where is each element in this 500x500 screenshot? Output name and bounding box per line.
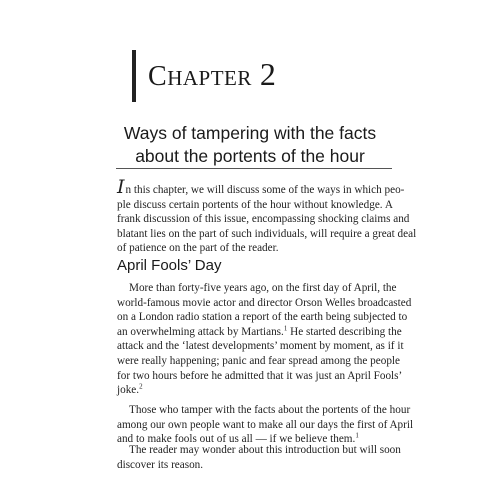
- intro-line: ple discuss certain portents of the hour without knowledge. A: [117, 198, 393, 211]
- paragraph-line-text: He started describing the: [287, 325, 402, 338]
- chapter-marker-bar: [132, 50, 136, 102]
- chapter-title-line: about the portents of the hour: [135, 146, 365, 166]
- paragraph-line: [117, 383, 393, 398]
- body-paragraph: [117, 281, 412, 398]
- paragraph-line-text: joke.: [117, 384, 140, 397]
- section-heading: April Fools’ Day: [117, 257, 222, 274]
- chapter-title-line: Ways of tampering with the facts: [123, 123, 377, 143]
- paragraph-line: were really happening; panic and fear spread among the people: [117, 354, 400, 367]
- paragraph-line: [117, 324, 402, 340]
- paragraph-line: world-famous movie actor and director Orson Welles broadcasted: [117, 296, 412, 309]
- intro-line: blatant lies on the part of such individuals, will require a great deal: [117, 227, 417, 240]
- paragraph-line: on a London radio station a report of the earth being subjected to: [117, 311, 408, 324]
- paragraph-line-text: an overwhelming attack by Martians.: [117, 325, 284, 338]
- paragraph-line: discover its reason.: [117, 458, 204, 471]
- paragraph-line: More than forty-five years ago, on the first day of April, the: [129, 282, 397, 294]
- chapter-heading: [148, 56, 276, 93]
- chapter-label-rest: HAPTER: [167, 66, 252, 90]
- chapter-number: 2: [259, 56, 277, 92]
- intro-line: of patience on the part of the reader.: [117, 242, 279, 255]
- intro-line-text: n this chapter, we will discuss some of the ways in which peo-: [125, 184, 405, 196]
- footnote-marker: 2: [139, 382, 143, 391]
- chapter-title: [100, 122, 400, 168]
- intro-line: frank discussion of this issue, encompassing shocking claims and: [117, 213, 410, 226]
- paragraph-line: among our own people want to make all our days the first of April: [117, 418, 414, 431]
- paragraph-line: The reader may wonder about this introduction but will soon: [129, 444, 401, 456]
- paragraph-line: attack and the ‘latest developments’ moment by moment, as if it: [117, 340, 404, 353]
- title-divider: [116, 168, 392, 169]
- body-paragraph: [117, 443, 401, 472]
- paragraph-line: for two hours before he admitted that it was just an April Fools’: [117, 369, 403, 382]
- chapter-label-initial: C: [148, 61, 168, 92]
- drop-cap: I: [117, 176, 125, 198]
- paragraph-line: Those who tamper with the facts about the portents of the hour: [129, 404, 411, 416]
- footnote-marker: 1: [283, 324, 288, 333]
- footnote-marker: 1: [355, 431, 359, 440]
- intro-line: [117, 176, 405, 198]
- paragraph-line-text: and to make fools out of us all — if we believe them.: [117, 433, 356, 446]
- body-paragraph: [117, 403, 414, 447]
- intro-paragraph: [117, 176, 417, 256]
